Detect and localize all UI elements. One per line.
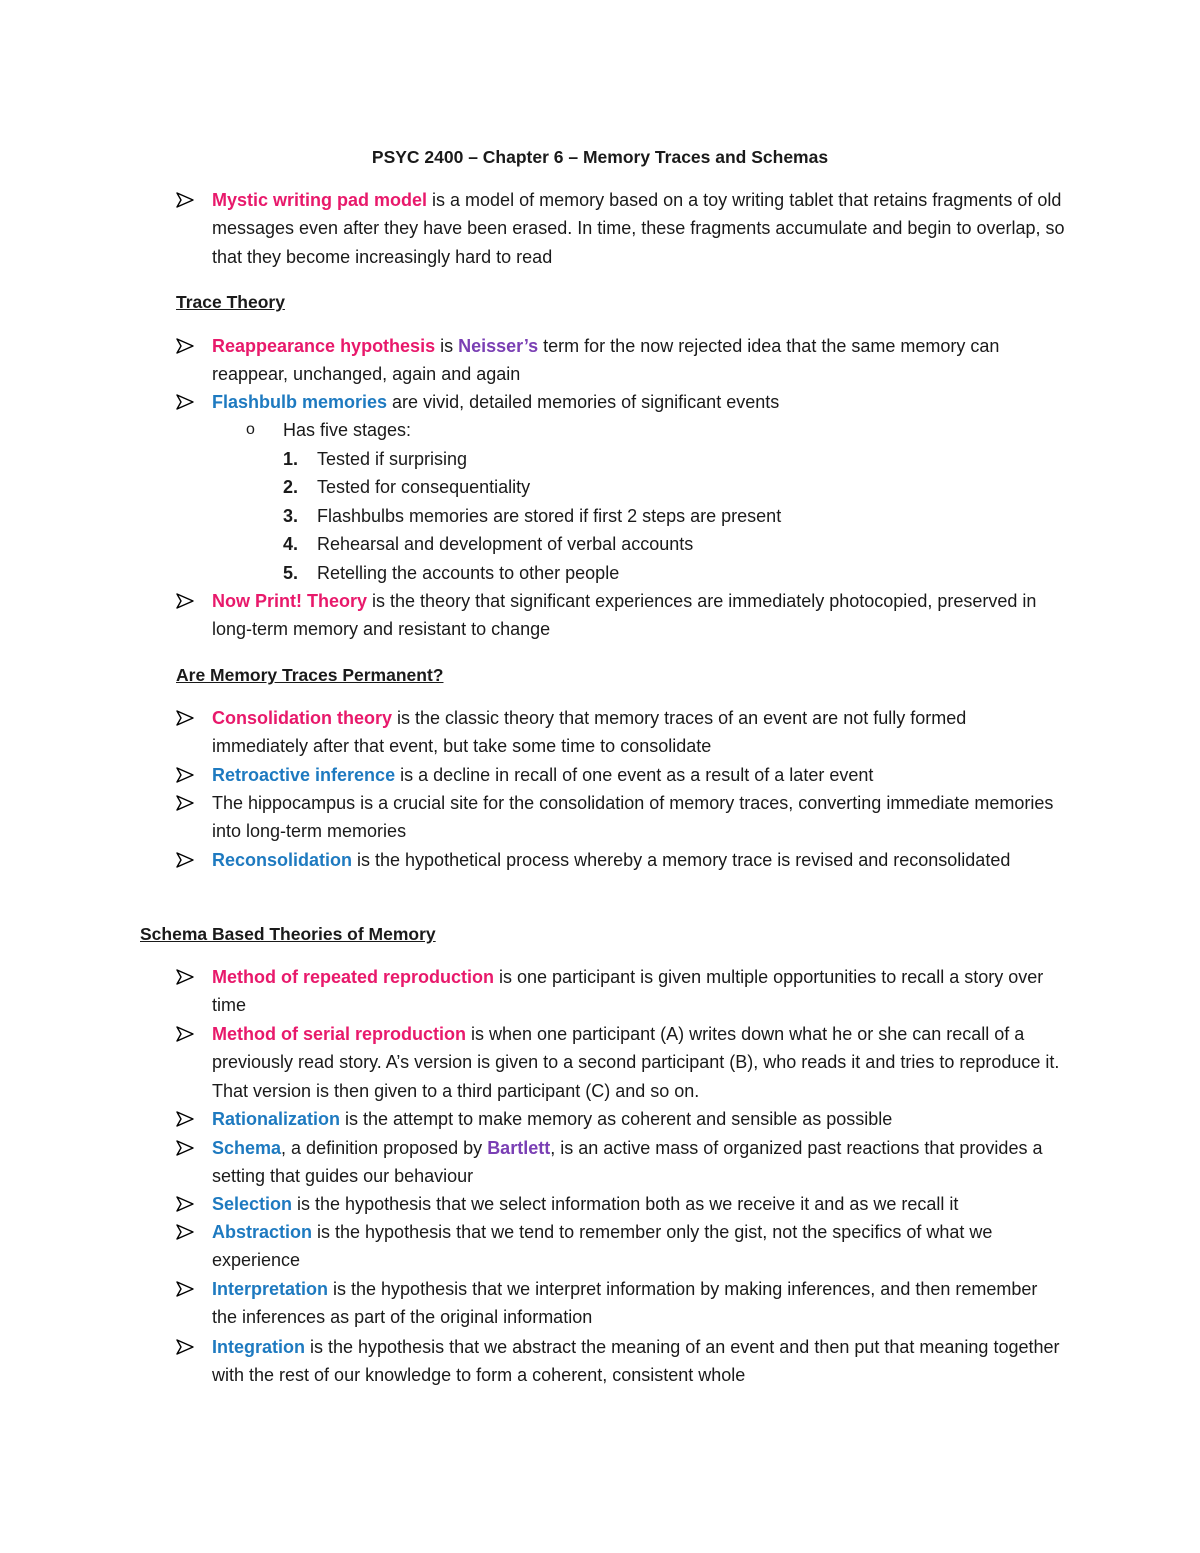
bullet-selection — [176, 1190, 1066, 1218]
definition-text: is the classic theory that memory traces of an event are not fully formed immediately after that event, but take some time to consolidate — [212, 708, 967, 757]
stage-item — [283, 559, 1043, 587]
arrowhead-bullet-icon — [176, 1140, 194, 1156]
arrowhead-bullet-icon — [176, 1026, 194, 1042]
definition-text: is the hypothesis that we tend to remember only the gist, not the specifics of what we experience — [212, 1222, 993, 1271]
stage-text: Retelling the accounts to other people — [317, 563, 620, 583]
term-reappearance-hypothesis: Reappearance hypothesis — [212, 336, 436, 356]
stage-text: Tested if surprising — [317, 449, 468, 469]
term-abstraction: Abstraction — [212, 1222, 313, 1242]
definition-text: is one participant is given multiple opportunities to recall a story over time — [212, 967, 1044, 1016]
bullet-abstraction — [176, 1218, 1066, 1275]
definition-text: The hippocampus is a crucial site for the consolidation of memory traces, converting immediate memories into long-term memories — [212, 793, 1054, 842]
section-heading-schema-theories: Schema Based Theories of Memory — [140, 924, 436, 944]
arrowhead-bullet-icon — [176, 1196, 194, 1212]
page-title: PSYC 2400 – Chapter 6 – Memory Traces and Schemas — [371, 147, 829, 167]
definition-text: term for the now rejected idea that the same memory can reappear, unchanged, again and again — [212, 336, 1000, 385]
term-selection: Selection — [212, 1194, 293, 1214]
bullet-flashbulb-memories — [176, 388, 1066, 416]
stage-number: 4. — [283, 534, 299, 554]
term-flashbulb-memories: Flashbulb memories — [212, 392, 388, 412]
bullet-hippocampus — [176, 789, 1066, 846]
hollow-circle-bullet-icon: o — [246, 421, 255, 438]
stage-text: Tested for consequentiality — [317, 477, 531, 497]
arrowhead-bullet-icon — [176, 192, 194, 208]
bullet-reappearance-hypothesis — [176, 332, 1066, 389]
term-schema: Schema — [212, 1138, 282, 1158]
bullet-reconsolidation — [176, 846, 1066, 874]
stage-text: Rehearsal and development of verbal accounts — [317, 534, 694, 554]
stage-number: 3. — [283, 506, 299, 526]
definition-text: is the hypothesis that we abstract the meaning of an event and then put that meaning together with the rest of our knowledge to form a coherent, consistent whole — [212, 1337, 1060, 1386]
bullet-now-print-theory — [176, 587, 1066, 644]
stage-item — [283, 445, 1043, 473]
arrowhead-bullet-icon — [176, 394, 194, 410]
term-retroactive-inference: Retroactive inference — [212, 765, 396, 785]
bullet-serial-reproduction — [176, 1020, 1066, 1105]
arrowhead-bullet-icon — [176, 593, 194, 609]
stage-item — [283, 502, 1043, 530]
bullet-repeated-reproduction — [176, 963, 1066, 1020]
stage-number: 2. — [283, 477, 299, 497]
stage-item — [283, 530, 1043, 558]
definition-text: are vivid, detailed memories of significant events — [387, 392, 780, 412]
term-consolidation-theory: Consolidation theory — [212, 708, 392, 728]
bullet-integration — [176, 1333, 1066, 1390]
arrowhead-bullet-icon — [176, 1339, 194, 1355]
stage-number: 5. — [283, 563, 299, 583]
bullet-retroactive-inference — [176, 761, 1066, 789]
sub-bullet-five-stages — [246, 416, 1006, 444]
sub-bullet-label: Has five stages: — [283, 420, 412, 440]
arrowhead-bullet-icon — [176, 969, 194, 985]
connector-text: is — [435, 336, 459, 356]
stage-number: 1. — [283, 449, 299, 469]
term-mystic-writing-pad: Mystic writing pad model — [212, 190, 428, 210]
arrowhead-bullet-icon — [176, 338, 194, 354]
definition-text: is the attempt to make memory as coherent and sensible as possible — [340, 1109, 893, 1129]
bullet-consolidation-theory — [176, 704, 1066, 761]
term-serial-reproduction: Method of serial reproduction — [212, 1024, 467, 1044]
definition-text: is the hypothesis that we select information both as we receive it and as we recall it — [292, 1194, 959, 1214]
definition-text: is the theory that significant experiences are immediately photocopied, preserved in long-term memory and resistant to change — [212, 591, 1037, 640]
arrowhead-bullet-icon — [176, 710, 194, 726]
stage-item — [283, 473, 1043, 501]
term-repeated-reproduction: Method of repeated reproduction — [212, 967, 495, 987]
term-reconsolidation: Reconsolidation — [212, 850, 353, 870]
name-neisser: Neisser’s — [458, 336, 539, 356]
definition-text: is when one participant (A) writes down what he or she can recall of a previously read story. A’s version is given to a second participant (B), who reads it and tries to reproduce it. That version is then given to a third participant (C) and so on. — [212, 1024, 1060, 1101]
bullet-rationalization — [176, 1105, 1066, 1133]
definition-text: is the hypothetical process whereby a memory trace is revised and reconsolidated — [352, 850, 1011, 870]
bullet-interpretation — [176, 1275, 1066, 1332]
definition-text: , is an active mass of organized past reactions that provides a setting that guides our behaviour — [212, 1138, 1043, 1187]
section-heading-trace-theory: Trace Theory — [176, 292, 285, 312]
connector-text: , a definition proposed by — [281, 1138, 488, 1158]
arrowhead-bullet-icon — [176, 1224, 194, 1240]
bullet-mystic-writing-pad — [176, 186, 1066, 271]
definition-text: is the hypothesis that we interpret information by making inferences, and then remember the inferences as part of the original information — [212, 1279, 1038, 1328]
arrowhead-bullet-icon — [176, 1281, 194, 1297]
definition-text: is a decline in recall of one event as a result of a later event — [395, 765, 874, 785]
term-now-print-theory: Now Print! Theory — [212, 591, 368, 611]
term-interpretation: Interpretation — [212, 1279, 329, 1299]
stage-text: Flashbulbs memories are stored if first 2 steps are present — [317, 506, 782, 526]
bullet-schema — [176, 1134, 1066, 1191]
term-integration: Integration — [212, 1337, 305, 1357]
name-bartlett: Bartlett — [487, 1138, 551, 1158]
arrowhead-bullet-icon — [176, 1111, 194, 1127]
definition-text: is a model of memory based on a toy writing tablet that retains fragments of old messages even after they have been erased. In time, these fragments accumulate and begin to overlap, so that they become increasingly hard to read — [212, 190, 1065, 267]
arrowhead-bullet-icon — [176, 795, 194, 811]
arrowhead-bullet-icon — [176, 852, 194, 868]
term-rationalization: Rationalization — [212, 1109, 341, 1129]
arrowhead-bullet-icon — [176, 767, 194, 783]
section-heading-memory-traces-permanent: Are Memory Traces Permanent? — [176, 665, 444, 685]
